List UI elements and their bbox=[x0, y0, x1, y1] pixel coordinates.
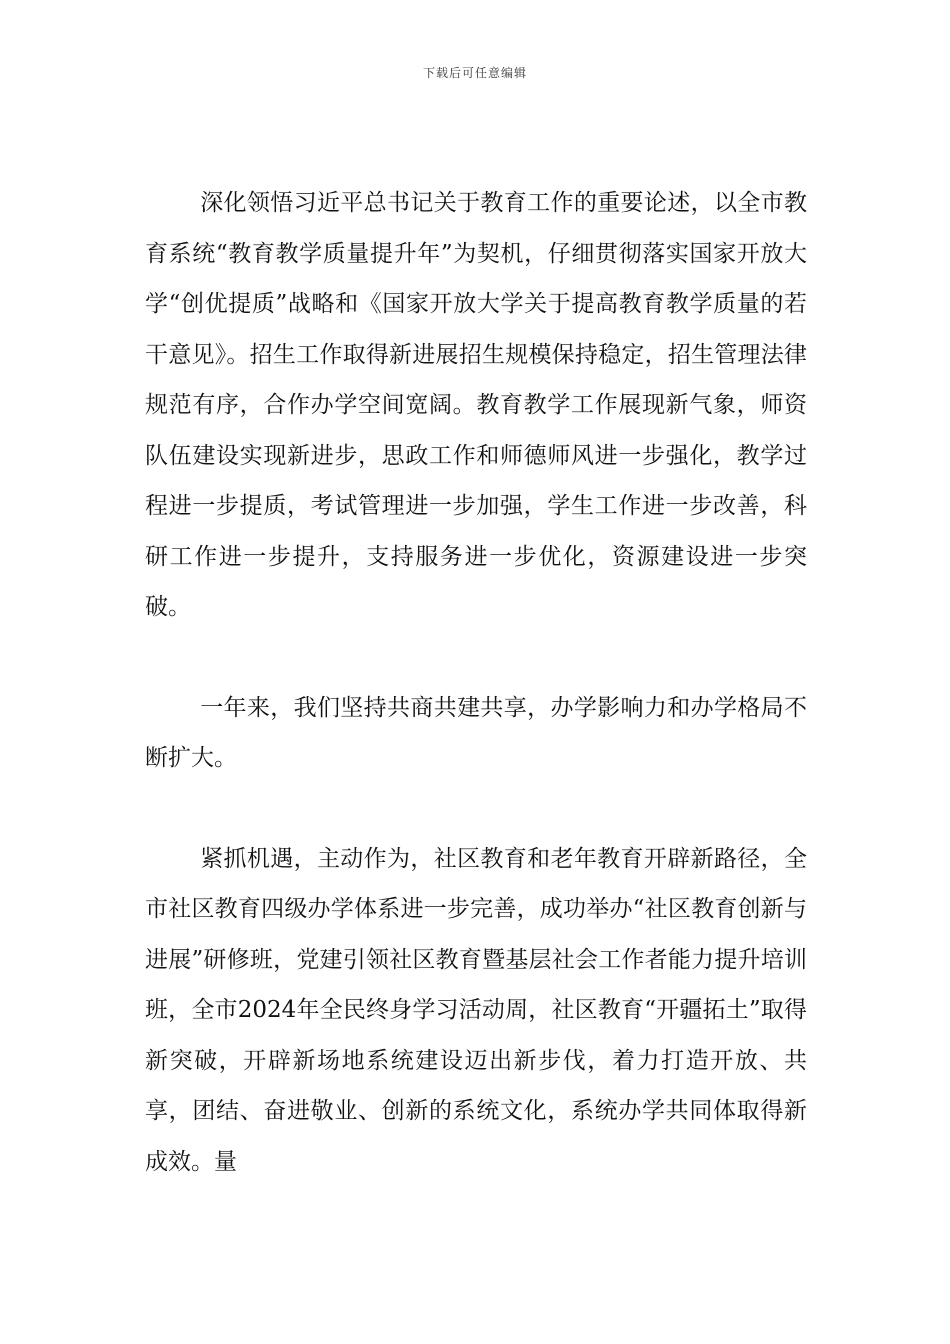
document-body bbox=[145, 178, 807, 1187]
page-header-note: 下载后可任意编辑 bbox=[422, 66, 527, 80]
paragraph-1: 深化领悟习近平总书记关于教育工作的重要论述，以全市教育系统“教育教学质量提升年”为契机，仔细贯彻落实国家开放大学“创优提质”战略和《国家开放大学关于提高教育教学质量的若干意见》。招生工作取得新进展招生规模保持稳定，招生管理法律规范有序，合作办学空间宽阔。教育教学工作展现新气象，师资队伍建设实现新进步，思政工作和师德师风进一步强化，教学过程进一步提质，考试管理进一步加强，学生工作进一步改善，科研工作进一步提升，支持服务进一步优化，资源建设进一步突破。 bbox=[145, 190, 807, 620]
paragraph-3: 紧抓机遇，主动作为，社区教育和老年教育开辟新路径，全市社区教育四级办学体系进一步完善，成功举办“社区教育创新与进展”研修班，党建引领社区教育暨基层社会工作者能力提升培训班，全市2024年全民终身学习活动周，社区教育“开疆拓土”取得新突破，开辟新场地系统建设迈出新步伐，着力打造开放、共享，团结、奋进敬业、创新的系统文化，系统办学共同体取得新成效。量 bbox=[145, 845, 807, 1175]
paragraph-2: 一年来，我们坚持共商共建共享，办学影响力和办学格局不断扩大。 bbox=[145, 694, 807, 771]
